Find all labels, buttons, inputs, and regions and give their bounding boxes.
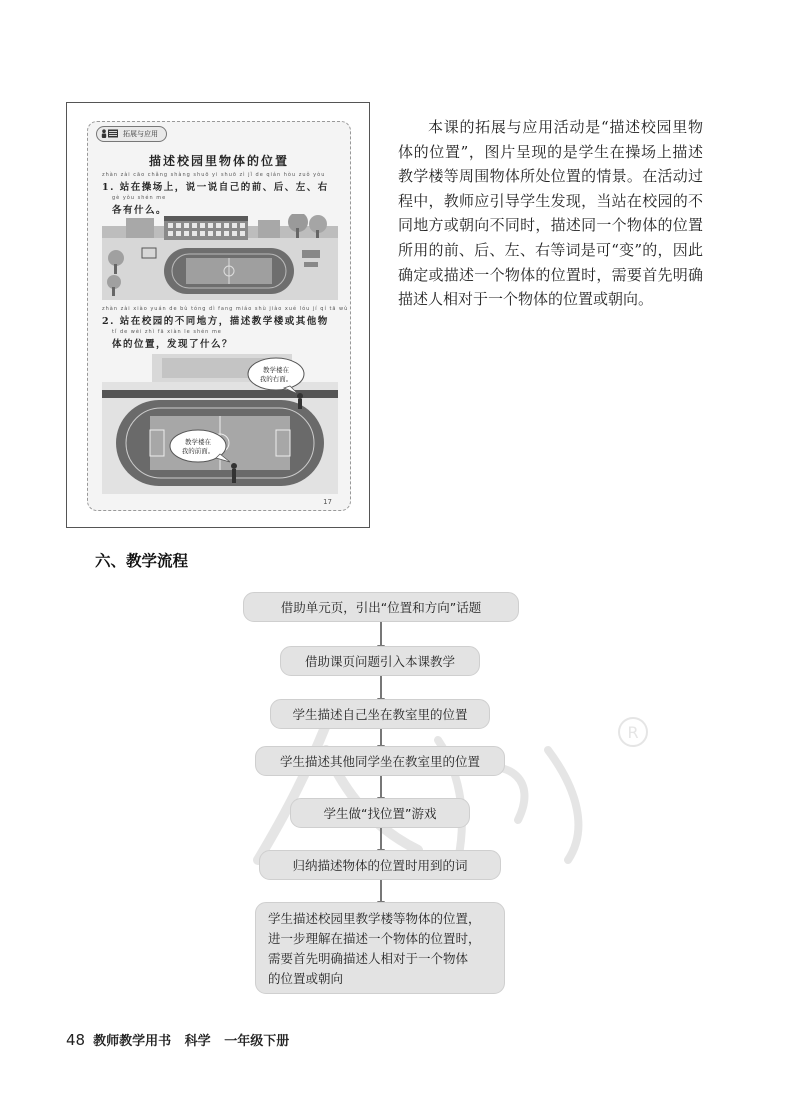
q1-line-2: 各有什么。 bbox=[112, 205, 168, 216]
running-track-icon bbox=[164, 248, 294, 294]
footer-page-number: 48 bbox=[66, 1031, 86, 1049]
bubble-left-line-2: 我的前面。 bbox=[181, 447, 215, 455]
flow-arrow bbox=[380, 776, 382, 798]
schoolyard-scene-2 bbox=[102, 354, 338, 494]
flow-arrow bbox=[380, 880, 382, 902]
textbook-figure bbox=[66, 102, 370, 528]
q1-pinyin: zhàn zài cāo chǎng shàng shuō yi shuō zì jǐ de qián hòu zuǒ yòu bbox=[102, 172, 326, 178]
q2-line-1: 2. 站在校园的不同地方，描述教学楼或其他物 bbox=[102, 316, 329, 327]
q2-line-2: 体的位置，发现了什么？ bbox=[112, 339, 234, 350]
flow-step-7-line-2: 进一步理解在描述一个物体的位置时， bbox=[268, 931, 481, 946]
figure-page-number: 17 bbox=[323, 498, 332, 506]
flow-step-6: 归纳描述物体的位置时用到的词 bbox=[259, 850, 501, 880]
flow-step-5: 学生做“找位置”游戏 bbox=[290, 798, 470, 828]
textbook-page-card bbox=[87, 121, 351, 511]
section-heading: 六、教学流程 bbox=[95, 552, 189, 570]
flow-step-2: 借助课页问题引入本课教学 bbox=[280, 646, 480, 676]
watermark-logo bbox=[218, 710, 658, 870]
section-tab bbox=[96, 126, 167, 142]
flow-step-7-line-1: 学生描述校园里教学楼等物体的位置， bbox=[268, 911, 481, 926]
speech-bubble-right bbox=[248, 358, 304, 390]
person-list-icon bbox=[101, 129, 119, 138]
description-paragraph: 本课的拓展与应用活动是“描述校园里物体的位置”，图片呈现的是学生在操场上描述教学楼等周围物体所处位置的情景。在活动过程中，教师应引导学生发现，当站在校园的不同地方或朝向不同时，描述同一个物体的位置所用的前、后、左、右等词是可“变”的，因此确定或描述一个物体的位置时，需要首先明确描述人相对于一个物体的位置或朝向。 bbox=[398, 118, 703, 309]
bubble-right-line-2: 我的右面。 bbox=[259, 375, 293, 383]
school-building-icon bbox=[164, 216, 248, 240]
flow-step-1: 借助单元页，引出“位置和方向”话题 bbox=[243, 592, 519, 622]
flow-step-4: 学生描述其他同学坐在教室里的位置 bbox=[255, 746, 505, 776]
schoolyard-scene-1 bbox=[102, 214, 338, 300]
bubble-right-line-1: 教学楼在 bbox=[263, 366, 289, 374]
flow-arrow bbox=[380, 729, 382, 746]
flow-arrow bbox=[380, 676, 382, 699]
q2-pinyin-2: tǐ de wèi zhì fā xiàn le shén me bbox=[112, 329, 222, 335]
section-tab-label: 拓展与应用 bbox=[123, 130, 158, 138]
flow-step-7-line-3: 需要首先明确描述人相对于一个物体 bbox=[268, 951, 469, 966]
svg-text:R: R bbox=[627, 723, 639, 742]
flow-step-7-line-4: 的位置或朝向 bbox=[268, 971, 344, 986]
lesson-title: 描述校园里物体的位置 bbox=[148, 154, 289, 168]
page-footer bbox=[66, 1030, 289, 1049]
footer-book-info: 教师教学用书 科学 一年级下册 bbox=[93, 1034, 290, 1049]
q1-pinyin-2: gè yǒu shén me bbox=[112, 195, 167, 201]
flow-step-3: 学生描述自己坐在教室里的位置 bbox=[270, 699, 490, 729]
bubble-left-line-1: 教学楼在 bbox=[185, 438, 211, 446]
flow-step-7 bbox=[255, 902, 505, 994]
flow-arrow bbox=[380, 828, 382, 850]
q2-pinyin: zhàn zài xiào yuán de bù tóng dì fang miáo shù jiào xué lóu jí qí tā wù bbox=[102, 306, 349, 312]
q1-line-1: 1. 站在操场上，说一说自己的前、后、左、右 bbox=[102, 182, 329, 193]
flow-arrow bbox=[380, 622, 382, 646]
